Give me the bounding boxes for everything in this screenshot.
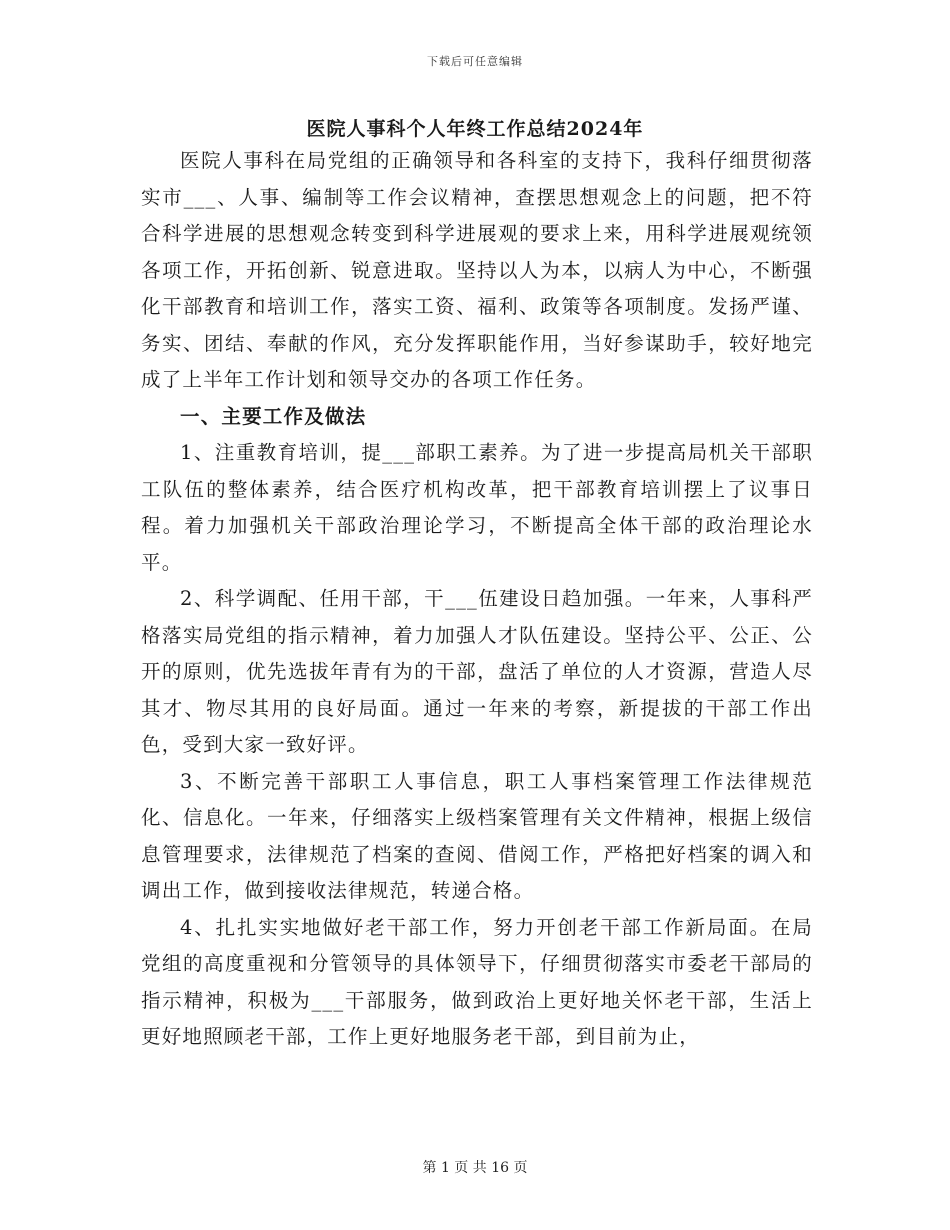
page-header-note: 下载后可任意编辑: [427, 55, 523, 68]
paragraph-intro: 医院人事科在局党组的正确领导和各科室的支持下，我科仔细贯彻落实市___、人事、编制等工作会议精神，查摆思想观念上的问题，把不符合科学进展的思想观念转变到科学进展观的要求上来，用科学进展观统领各项工作，开拓创新、锐意进取。坚持以人为本，以病人为中心，不断强化干部教育和培训工作，落实工资、福利、政策等各项制度。发扬严谨、务实、团结、奉献的作风，充分发挥职能作用，当好参谋助手，较好地完成了上半年工作计划和领导交办的各项工作任务。: [141, 149, 813, 391]
paragraph-item-4: 4、扎扎实实地做好老干部工作，努力开创老干部工作新局面。在局党组的高度重视和分管领导的具体领导下，仔细贯彻落实市委老干部局的指示精神，积极为___干部服务，做到政治上更好地关怀老干部，生活上更好地照顾老干部，工作上更好地服务老干部，到目前为止，: [141, 915, 813, 1048]
paragraph-item-1: 1、注重教育培训，提___部职工素养。为了进一步提高局机关干部职工队伍的整体素养，结合医疗机构改革，把干部教育培训摆上了议事日程。着力加强机关干部政治理论学习，不断提高全体干部的政治理论水平。: [141, 441, 813, 574]
section-heading: 一、主要工作及做法: [180, 404, 367, 428]
document-body: [141, 143, 813, 1056]
document-title: 医院人事科个人年终工作总结2024年: [306, 118, 644, 140]
paragraph-item-2: 2、科学调配、任用干部，干___伍建设日趋加强。一年来，人事科严格落实局党组的指示精神，着力加强人才队伍建设。坚持公平、公正、公开的原则，优先选拔年青有为的干部，盘活了单位的人才资源，营造人尽其才、物尽其用的良好局面。通过一年来的考察，新提拔的干部工作出色，受到大家一致好评。: [141, 587, 813, 756]
paragraph-item-3: 3、不断完善干部职工人事信息，职工人事档案管理工作法律规范化、信息化。一年来，仔细落实上级档案管理有关文件精神，根据上级信息管理要求，法律规范了档案的查阅、借阅工作，严格把好档案的调入和调出工作，做到接收法律规范，转递合格。: [141, 769, 813, 902]
page-number: 第 1 页 共 16 页: [422, 1160, 528, 1176]
